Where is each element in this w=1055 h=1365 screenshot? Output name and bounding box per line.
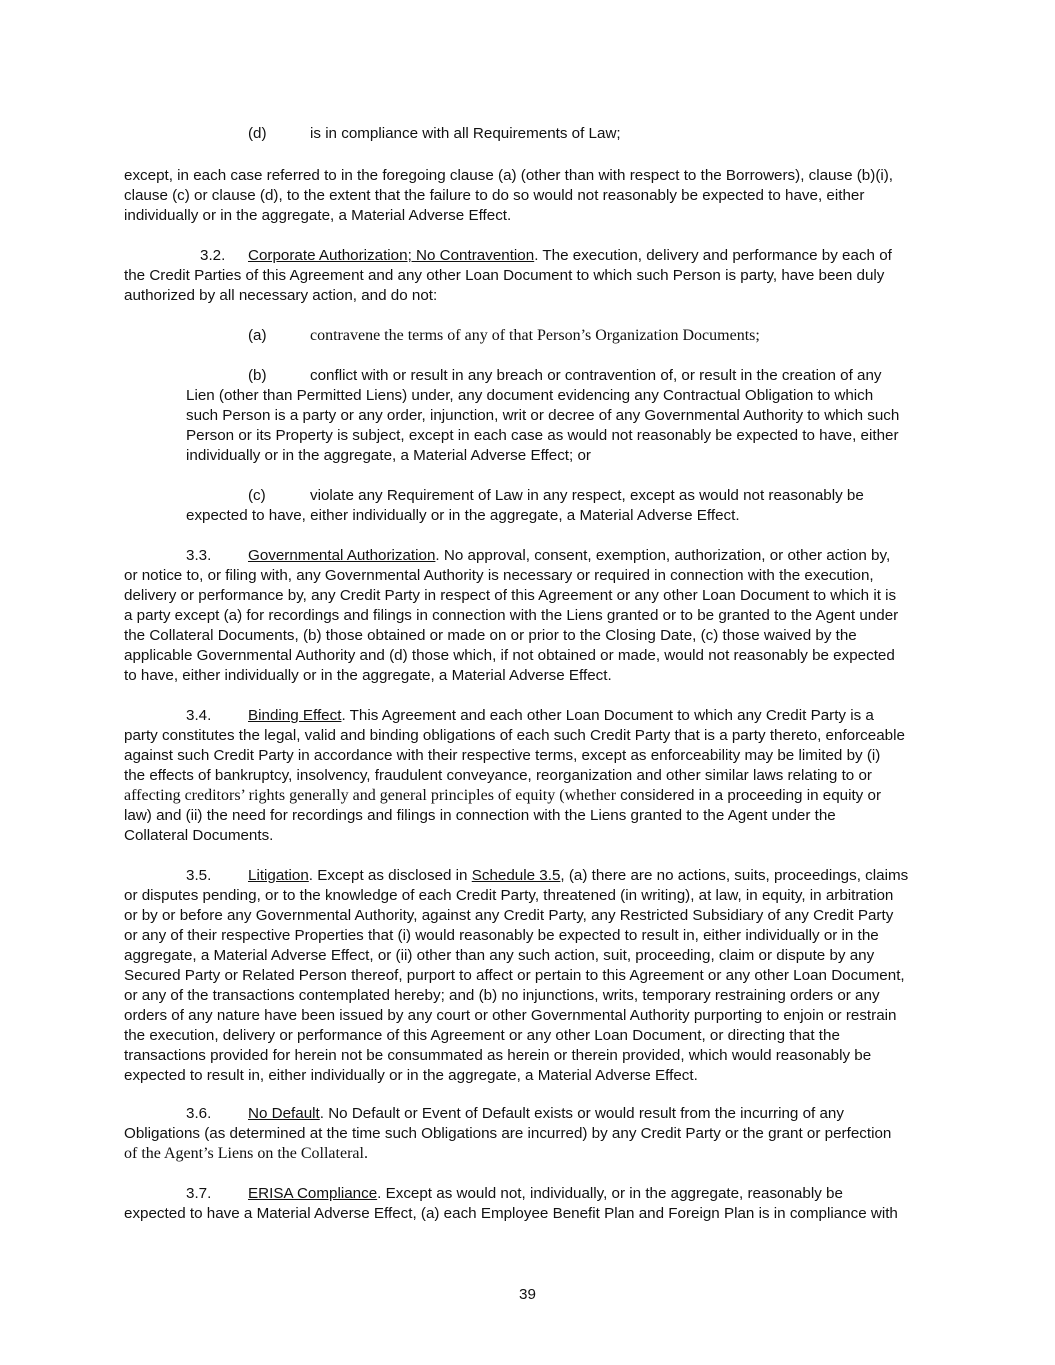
paragraph-line: expected to have, either individually or in the aggregate, a Material Adverse Effect. [186, 507, 740, 524]
section-number: 3.6. [186, 1105, 212, 1122]
paragraph-line: or any of their respective Properties that (i) would reasonably be expected to result in, either individually or in the [124, 927, 879, 944]
section-number: 3.7. [186, 1185, 212, 1202]
paragraph-line: expected to result in, either individually or in the aggregate, a Material Adverse Effect. [124, 1067, 698, 1084]
clause-text: violate any Requirement of Law in any respect, except as would not reasonably be [310, 487, 864, 504]
paragraph-line: Lien (other than Permitted Liens) under, any document evidencing any Contractual Obligation to which [186, 387, 874, 404]
section-3-3 [124, 546, 936, 686]
section-text: , (a) there are no actions, suits, proceedings, claims [560, 867, 909, 884]
clause-d-label: (d) [248, 125, 267, 142]
paragraph-line: the effects of bankruptcy, insolvency, fraudulent conveyance, reorganization and other similar laws relating to or [124, 767, 872, 784]
paragraph-line: the Collateral Documents, (b) those obtained or made on or prior to the Closing Date, (c) those waived by the [124, 627, 857, 644]
paragraph-line: a party except (a) for recordings and filings in connection with the Liens granted or to be granted to the Agent under [124, 607, 899, 624]
except-paragraph [124, 166, 936, 226]
section-text: . No Default or Event of Default exists or would result from the incurring of any [319, 1105, 844, 1122]
paragraph-line: Secured Party or Related Person thereof, purport to affect or pertain to this Agreement or any other Loan Document, [124, 967, 905, 984]
paragraph-line: applicable Governmental Authority and (d) those which, if not obtained or made, would not reasonably be expected [124, 647, 895, 664]
section-heading: Corporate Authorization; No Contravention [248, 247, 535, 264]
section-number: 3.4. [186, 707, 212, 724]
clause-3-2-b [186, 366, 936, 466]
section-text: . The execution, delivery and performance by each of [534, 247, 892, 264]
paragraph-line: transactions provided for herein not be consummated as herein or therein provided, which would reasonably be [124, 1047, 872, 1064]
clause-3-2-a [0, 326, 1055, 346]
paragraph-line [124, 786, 936, 806]
paragraph-line: or any of the transactions contemplated hereby; and (b) no injunctions, writs, temporary restraining orders or any [124, 987, 880, 1004]
paragraph-line: authorized by all necessary action, and do not: [124, 287, 438, 304]
section-number: 3.3. [186, 547, 212, 564]
section-heading: No Default [248, 1105, 320, 1122]
section-heading: Binding Effect [248, 707, 342, 724]
paragraph-line: to have, either individually or in the aggregate, a Material Adverse Effect. [124, 667, 612, 684]
paragraph-line: such Person is a party or any order, injunction, writ or decree of any Governmental Authority to which such [186, 407, 900, 424]
paragraph-line: individually or in the aggregate, a Material Adverse Effect. [124, 207, 512, 224]
paragraph-line: except, in each case referred to in the foregoing clause (a) (other than with respect to the Borrowers), clause (b)(i), [124, 167, 894, 184]
paragraph-line: expected to have a Material Adverse Effect, (a) each Employee Benefit Plan and Foreign Plan is in compliance with [124, 1205, 898, 1222]
paragraph-line: individually or in the aggregate, a Material Adverse Effect; or [186, 447, 591, 464]
paragraph-line: or notice to, or filing with, any Governmental Authority is necessary or required in connection with the execution, [124, 567, 874, 584]
section-text: . No approval, consent, exemption, authorization, or other action by, [435, 547, 891, 564]
section-text: . This Agreement and each other Loan Document to which any Credit Party is a [341, 707, 874, 724]
section-3-2 [124, 246, 936, 306]
paragraph-line: delivery or performance by, any Credit Party in respect of this Agreement or any other Loan Document to which it is [124, 587, 897, 604]
paragraph-line: or by or before any Governmental Authority, against any Credit Party, any Restricted Subsidiary of any Credit Party [124, 907, 894, 924]
section-text: . Except as disclosed in [308, 867, 472, 884]
clause-d-text: is in compliance with all Requirements of Law; [310, 125, 621, 142]
paragraph-line: or disputes pending, or to the knowledge of each Credit Party, threatened (in writing), at law, in equity, in arbitration [124, 887, 894, 904]
sans-run: considered in a proceeding in equity or [620, 787, 881, 804]
page-number: 39 [519, 1286, 536, 1303]
serif-run: affecting creditors’ rights generally and general principles of equity (whether [124, 787, 621, 804]
paragraph-line: Collateral Documents. [124, 827, 274, 844]
clause-text: conflict with or result in any breach or contravention of, or result in the creation of any [310, 367, 882, 384]
paragraph-line: clause (c) or clause (d), to the extent that the failure to do so would not reasonably be expected to have, either [124, 187, 865, 204]
section-text: . Except as would not, individually, or in the aggregate, reasonably be [377, 1185, 843, 1202]
section-heading: ERISA Compliance [248, 1185, 378, 1202]
section-number: 3.2. [200, 247, 226, 264]
section-heading: Litigation [248, 867, 309, 884]
paragraph-line: Person or its Property is subject, except in each case as would not reasonably be expected to have, either [186, 427, 899, 444]
section-number: 3.5. [186, 867, 212, 884]
section-3-6 [124, 1104, 936, 1164]
paragraph-line: of the Agent’s Liens on the Collateral. [124, 1145, 368, 1162]
section-heading: Governmental Authorization [248, 547, 436, 564]
clause-text: contravene the terms of any of that Person’s Organization Documents; [310, 327, 760, 344]
section-3-4 [124, 706, 936, 846]
paragraph-line: aggregate, a Material Adverse Effect, or (ii) other than any such action, suit, proceeding, claim or dispute by any [124, 947, 875, 964]
clause-d [0, 124, 1055, 144]
clause-label: (a) [248, 327, 267, 344]
paragraph-line: law) and (ii) the need for recordings and filings in connection with the Liens granted to the Agent under the [124, 807, 836, 824]
clause-3-2-c [186, 486, 936, 526]
paragraph-line: orders of any nature have been issued by any court or other Governmental Authority purporting to enjoin or restrain [124, 1007, 897, 1024]
paragraph-line: party constitutes the legal, valid and binding obligations of each such Credit Party that is a party thereto, enforceable [124, 727, 905, 744]
paragraph-line: Obligations (as determined at the time such Obligations are incurred) by any Credit Party or the grant or perfection [124, 1125, 892, 1142]
clause-label: (b) [248, 367, 267, 384]
paragraph-line: the execution, delivery or performance of this Agreement or any other Loan Document, or directing that the [124, 1027, 840, 1044]
section-3-7 [124, 1184, 936, 1224]
section-3-5 [124, 866, 936, 1086]
schedule-reference: Schedule 3.5 [471, 867, 561, 884]
paragraph-line: against such Credit Party in accordance with their respective terms, except as enforceability may be limited by (i) [124, 747, 881, 764]
clause-label: (c) [248, 487, 266, 504]
paragraph-line: the Credit Parties of this Agreement and any other Loan Document to which such Person is party, have been duly [124, 267, 885, 284]
